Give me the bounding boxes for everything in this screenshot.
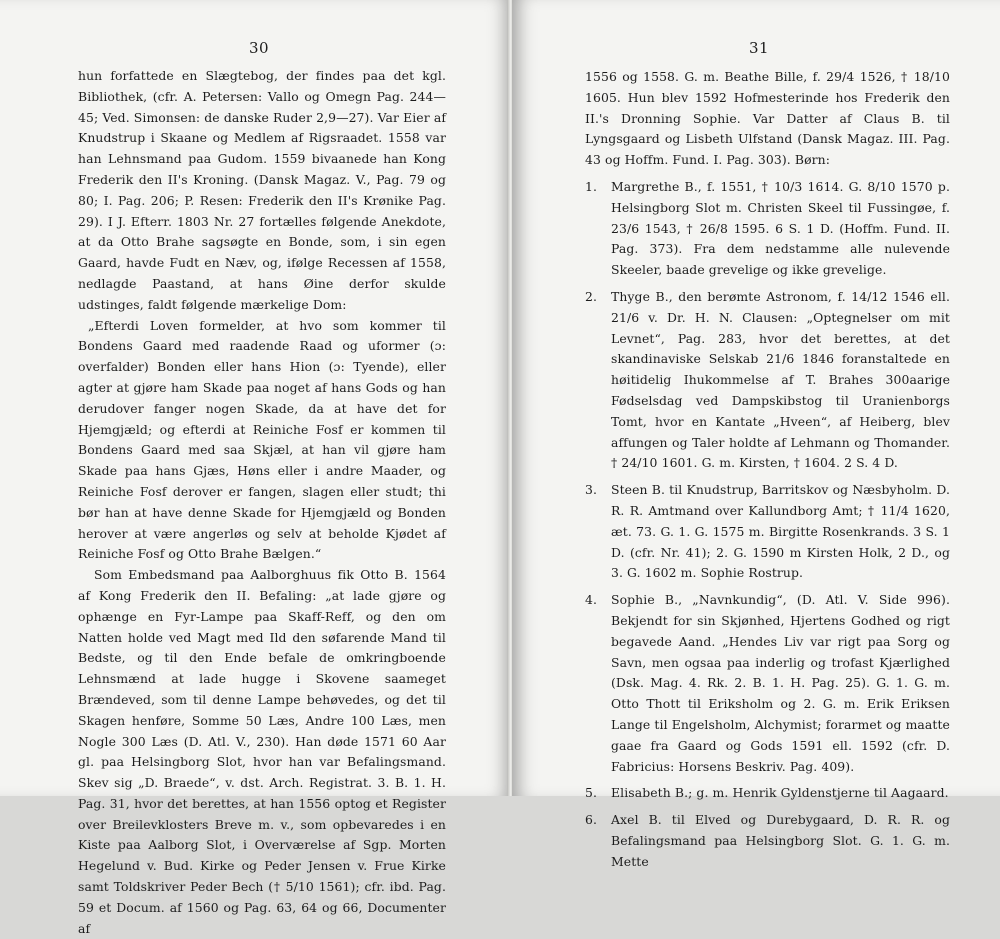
entry-number: 6. [585, 812, 598, 828]
entry-number: 3. [585, 482, 598, 498]
quoted-verdict: „Efterdi Loven formelder, at hvo som kommer til Bondens Gaard med raadende Raad og uformer (ɔ: overfalder) Bonden eller hans Hion (ɔ: Tyende), eller agter at gjøre ham Skade paa noget af hans Gods og han derudover fanger nogen Skade, da at have det for Hjemgjæld; og efterdi at Reiniche Fosf er kommen til Bondens Gaard med saa Skjæl, at han vil gjøre ham Skade paa hans Gjæs, Høns eller i andre Maader, og Reiniche Fosf derover er fangen, slagen eller studt; thi bør han at have denne Skade for Hjemgjæld og Bonden herover at være angerløs og selv at beholde Kjødet af Reiniche Fosf og Otto Brahe Bælgen.“ [78, 317, 446, 562]
paragraph: Som Embedsmand paa Aalborghuus fik Otto B. 1564 af Kong Frederik den II. Befaling: „at lade gjøre og ophænge en Fyr-Lampe paa Skaff-Reff, og den om Natten holde ved Magt med Ild den søfarende Mand til Bedste, og til den Ende befale de omkringboende Lehnsmænd at lade hugge i Skovene saameget Brændeved, som til denne Lampe behøvedes, og det til Skagen henføre, Somme 50 Læs, Andre 100 Læs, men Nogle 300 Læs (D. Atl. V., 230). Han døde 1571 60 Aar gl. paa Helsingborg Slot, hvor han var Befalingsmand. Skev sig „D. Braede“, v. dst. Arch. Registrat. 3. B. 1. H. Pag. 31, hvor det berettes, at han 1556 optog et Register over Breilevklosters Breve m. v., som opbevaredes i en Kiste paa Aalborg Slot, i Overværelse af Sgp. Morten Hegelund v. Bud. Kirke og Peder Jensen v. Frue Kirke samt Toldskriver Peder Bech († 5/10 1561); cfr. ibd. Pag. 59 et Docum. af 1560 og Pag. 63, 64 og 66, Documenter af [78, 567, 446, 936]
entry-number: 2. [585, 288, 598, 304]
entry-text: Margrethe B., f. 1551, † 10/3 1614. G. 8/10 1570 p. Helsingborg Slot m. Christen Skeel til Fussingøe, f. 23/6 1543, † 26/8 1595. 6 S. 1 D. (Hoffm. Fund. II. Pag. 373). Fra dem nedstamme alle nulevende Skeeler, baade grevelige og ikke grevelige. [611, 178, 950, 278]
entry-text: Elisabeth B.; g. m. Henrik Gyldenstjerne til Aagaard. [611, 785, 949, 801]
intro-paragraph: 1556 og 1558. G. m. Beathe Bille, f. 29/4 1526, † 18/10 1605. Hun blev 1592 Hofmesterinde hos Frederik den II.'s Dronning Sophie. Var Datter af Claus B. til Lyngsgaard og Lisbeth Ulfstand (Dansk Magaz. III. Pag. 43 og Hoffm. Fund. I. Pag. 303). Børn: [585, 69, 950, 168]
page-number: 31 [749, 39, 770, 57]
entry-number: 4. [585, 592, 598, 608]
children-list [585, 177, 950, 873]
list-item [585, 783, 950, 804]
entry-number: 5. [585, 785, 598, 801]
entry-text: Axel B. til Elved og Durebygaard, D. R. R. og Befalingsmand paa Helsingborg Slot. G. 1. G. m. Mette [611, 812, 950, 869]
entry-text: Steen B. til Knudstrup, Barritskov og Næsbyholm. D. R. R. Amtmand over Kallundborg Amt; † 11/4 1620, æt. 73. G. 1. G. 1575 m. Birgitte Rosenkrands. 3 S. 1 D. (cfr. Nr. 41); 2. G. 1590 m Kirsten Holk, 2 D., og 3. G. 1602 m. Sophie Rostrup. [611, 482, 950, 581]
entry-number: 1. [585, 178, 598, 194]
list-item [585, 480, 950, 584]
list-item [585, 177, 950, 281]
paragraph: hun forfattede en Slægtebog, der findes paa det kgl. Bibliothek, (cfr. A. Petersen: Vallo og Omegn Pag. 244—45; Ved. Simonsen: de danske Ruder 2,9—27). Var Eier af Knudstrup i Skaane og Medlem af Rigsraadet. 1558 var han Lehnsmand paa Gudom. 1559 bivaanede han Kong Frederik den II's Kroning. (Dansk Magaz. V., Pag. 79 og 80; I. Pag. 206; P. Resen: Frederik den II's Krønike Pag. 29). I J. Efterr. 1803 Nr. 27 fortælles følgende Anekdote, at da Otto Brahe sagsøgte en Bonde, som, i sin egen Gaard, havde Fudt en Næv, og, ifølge Recessen af 1558, nedlagde Paastand, at hans Øine derfor skulde udstinges, faldt følgende mærkelige Dom: [78, 68, 446, 312]
list-item [585, 287, 950, 474]
right-page [512, 0, 1000, 869]
entry-text: Sophie B., „Navnkundig“, (D. Atl. V. Side 996). Bekjendt for sin Skjønhed, Hjertens Godhed og rigt begavede Aand. „Hendes Liv var rigt paa Sorg og Savn, men ogsaa paa inderlig og trofast Kjærlighed (Dsk. Mag. 4. Rk. 2. B. 1. H. Pag. 25). G. 1. G. m. Otto Thott til Eriksholm og 2. G. m. Erik Eriksen Lange til Engelsholm, Alchymist; forarmet og maatte gaae fra Gaard og Gods 1591 ell. 1592 (cfr. D. Fabricius: Horsens Beskriv. Pag. 409). [611, 592, 950, 774]
list-item [585, 810, 950, 872]
entry-text: Thyge B., den berømte Astronom, f. 14/12 1546 ell. 21/6 v. Dr. H. N. Clausen: „Optegnelser om mit Levnet“, Pag. 283, hvor det berettes, at det skandinaviske Selskab 21/6 1846 foranstaltede en høitidelig Ihukommelse af T. Brahes 300aarige Fødselsdag ved Dampskibstog til Uranienborgs Tomt, hvor en Kantate „Hveen“, af Heiberg, blev affungen og Taler holdte af Lehmann og Thomander. † 24/10 1601. G. m. Kirsten, † 1604. 2 S. 4 D. [611, 288, 950, 471]
right-page-text [585, 67, 950, 878]
page-number: 30 [249, 39, 270, 57]
left-page-text [78, 66, 446, 939]
list-item [585, 590, 950, 777]
